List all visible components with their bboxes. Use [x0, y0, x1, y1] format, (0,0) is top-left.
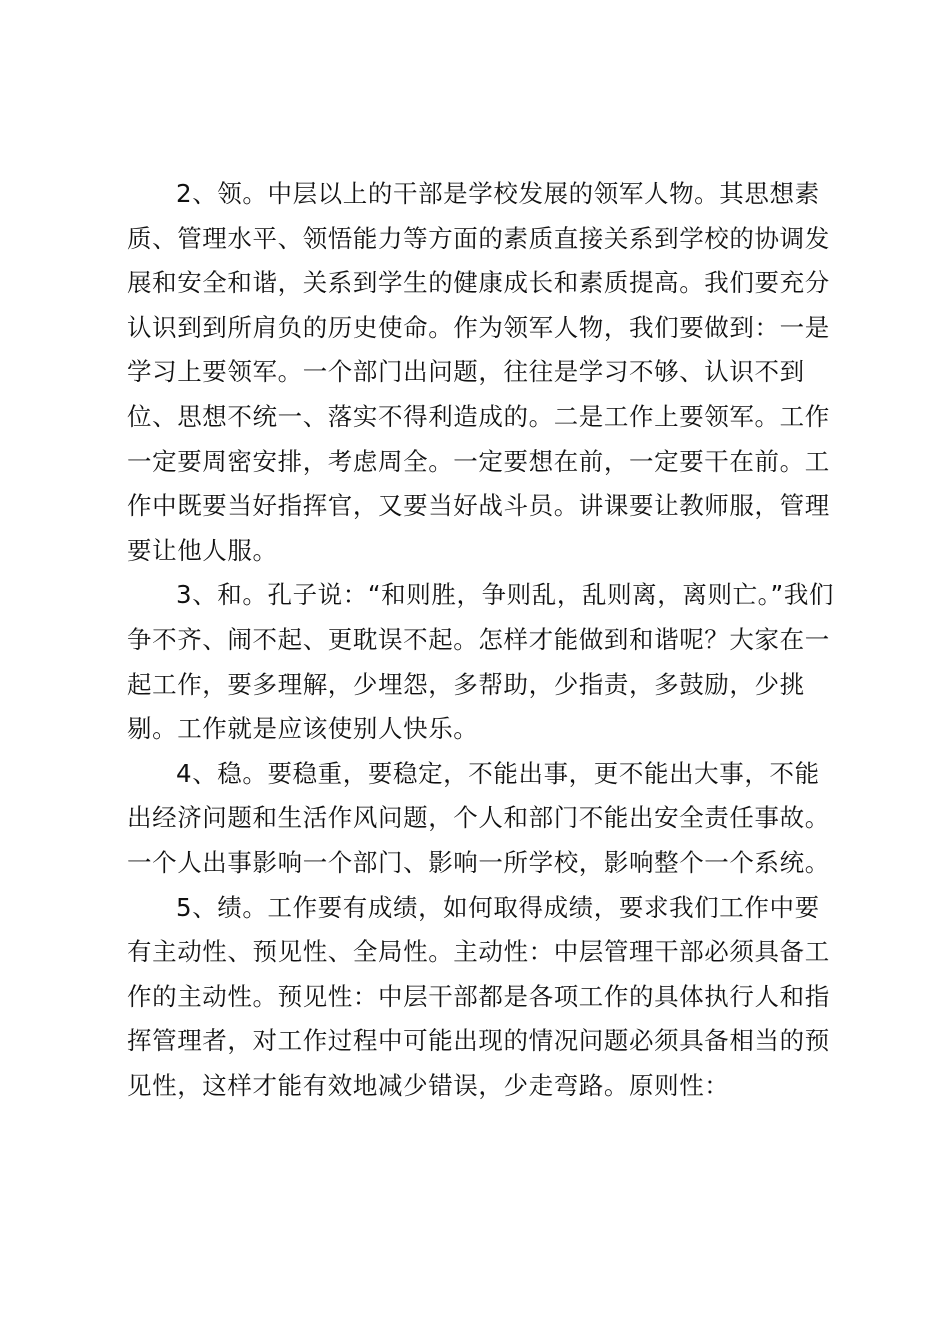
paragraph-achievement: 5、绩。工作要有成绩，如何取得成绩，要求我们工作中要有主动性、预见性、全局性。主动性：中层管理干部必须具备工作的主动性。预见性：中层干部都是各项工作的具体执行人和指挥管理者，对工作过程中可能出现的情况问题必须具备相当的预见性，这样才能有效地减少错误，少走弯路。原则性：	[127, 892, 830, 1100]
document-body	[127, 172, 837, 1108]
paragraph-harmony: 3、和。孔子说：“和则胜，争则乱，乱则离，离则亡。”我们争不齐、闹不起、更耽误不起。怎样才能做到和谐呢？大家在一起工作，要多理解，少埋怨，多帮助，少指责，多鼓励，少挑剔。工作就是应该使别人快乐。	[127, 580, 835, 744]
paragraph-lead: 2、领。中层以上的干部是学校发展的领军人物。其思想素质、管理水平、领悟能力等方面的素质直接关系到学校的协调发展和安全和谐，关系到学生的健康成长和素质提高。我们要充分认识到到所肩负的历史使命。作为领军人物，我们要做到：一是学习上要领军。一个部门出问题，往往是学习不够、认识不到位、思想不统一、落实不得利造成的。二是工作上要领军。工作一定要周密安排，考虑周全。一定要想在前，一定要干在前。工作中既要当好指挥官，又要当好战斗员。讲课要让教师服，管理要让他人服。	[127, 179, 830, 565]
paragraph-stability: 4、稳。要稳重，要稳定，不能出事，更不能出大事，不能出经济问题和生活作风问题，个人和部门不能出安全责任事故。一个人出事影响一个部门、影响一所学校，影响整个一个系统。	[127, 758, 830, 877]
